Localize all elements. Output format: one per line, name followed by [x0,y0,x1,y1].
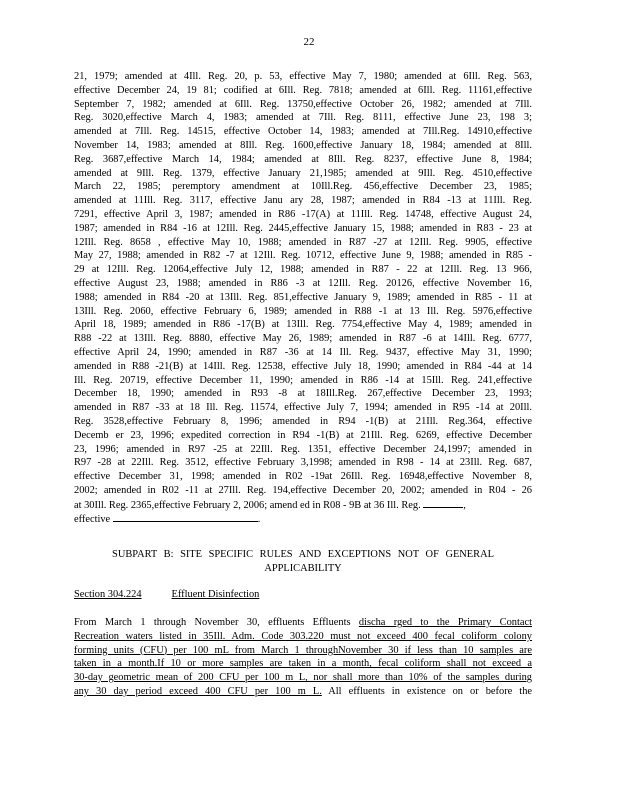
page-number: 22 [303,36,315,48]
inserted-text: 30-day geometric mean of 200 CFU per 100 m L, nor shall more than 10% of the samples during [74,672,532,684]
amendment-history [74,70,532,525]
history-line: 21, 1979; amended at 4Ill. Reg. 20, p. 53, effective May 7, 1980; amended at 6Ill. Reg. 563, [74,71,532,82]
history-line: 2002; amended in R02 -11 at 27Ill. Reg. 194,effective December 20, 2002; amended in R04 - 26 [74,484,532,496]
history-line: Reg. 3528,effective February 8, 1996; amended in R94 -1(B) at 21Ill. Reg.364, effective [74,415,532,427]
body-line [74,671,532,685]
history-line: amended at 11Ill. Reg. 3117, effective Janu ary 28, 1987; amended in R84 -13 at 11Ill. Reg. [74,195,532,207]
history-line: 13Ill. Reg. 2060, effective February 6, 1989; amended in R88 -1 at 13 Ill. Reg. 5976,effective [74,305,532,317]
history-line: 7291, effective April 3, 1987; amended in R86 -17(A) at 11Ill. Reg. 14748, effective August 24, [74,208,532,220]
effective-end: . [257,513,261,525]
history-line: amended at 7Ill. Reg. 14515, effective October 14, 1983; amended at 7Ill.Reg. 14910,effective [74,126,532,138]
body-text: From March 1 through November 30, effluents Effluents [74,617,359,628]
history-line: March 22, 1985; peremptory amendment at 10Ill.Reg. 456,effective December 23, 1985; [74,181,532,193]
history-line: April 18, 1989; amended in R86 -17(B) at 13Ill. Reg. 7754,effective May 4, 1989; amended in [74,319,532,331]
history-line: November 14, 1983; amended at 8Ill. Reg. 1600,effective January 18, 1984; amended at 8Ill. [74,139,532,151]
history-line: 23, 1996; amended in R97 -25 at 22Ill. Reg. 1351, effective December 24,1997; amended in [74,443,532,455]
history-line: R88 -22 at 13Ill. Reg. 8880, effective May 26, 1989; amended in R87 -6 at 14Ill. Reg. 6777, [74,333,532,345]
section-heading [74,588,259,602]
history-line: 29 at 12Ill. Reg. 12064,effective July 12, 1988; amended in R87 - 22 at 12Ill. Reg. 13 966, [74,264,532,276]
history-line: Reg. 3020,effective March 4, 1983; amended at 7Ill. Reg. 8111, effective June 23, 198 3; [74,112,532,124]
reg-blank [423,498,463,508]
last-line-end: , [463,499,466,511]
body-line [74,685,532,699]
history-line: effective April 24, 1990; amended in R87 -36 at 14 Ill. Reg. 9437, effective May 31, 1990; [74,346,532,358]
body-line [74,616,532,630]
effective-label: effective [74,513,111,525]
history-line: 1987; amended in R84 -16 at 12Ill. Reg. 2445,effective January 15, 1988; amended in R83 - 23 at [74,222,532,234]
body-line [74,657,532,671]
effective-line [74,512,532,526]
inserted-text: forming units (CFU) per 100 mL from March 1 throughNovember 30 if less than 10 samples are [74,644,532,656]
section-body [74,616,532,699]
history-line: effective August 23, 1988; amended in R86 -3 at 12Ill. Reg. 20126, effective November 16, [74,277,532,289]
history-line: amended in R88 -21(B) at 14Ill. Reg. 12538, effective July 18, 1990; amended in R84 -44 at 14 [74,360,532,372]
history-line: amended in R87 -33 at 18 Ill. Reg. 11574, effective July 7, 1994; amended in R95 -14 at 20Ill. [74,402,532,414]
section-number: Section 304.224 [74,589,142,600]
body-line [74,630,532,644]
history-line: Ill. Reg. 20719, effective December 11, 1990; amended in R86 -14 at 15Ill. Reg. 241,effective [74,374,532,386]
inserted-text: any 30 day period exceed 400 CFU per 100 m L. [74,685,322,697]
history-line: Reg. 3687,effective March 14, 1984; amended at 8Ill. Reg. 8237, effective June 8, 1984; [74,153,532,165]
history-line: effective December 24, 19 81; codified at 6Ill. Reg. 7818; amended at 6Ill. Reg. 11161,effective [74,84,532,96]
history-line: at 30Ill. Reg. 2365,effective February 2, 2006; amend ed in R08 - 9B at 36 Ill. Reg. , [74,499,466,511]
body-line [74,644,532,658]
history-line: September 7, 1982; amended at 6Ill. Reg. 13750,effective October 26, 1982; amended at 7Ill. [74,98,532,110]
history-line: amended at 9Ill. Reg. 1379, effective January 21,1985; amended at 9Ill. Reg. 4510,effective [74,167,532,179]
history-line: effective December 31, 1998; amended in R02 -19at 26Ill. Reg. 16948,effective November 8, [74,471,532,483]
history-line: May 27, 1988; amended in R82 -7 at 12Ill. Reg. 10712, effective June 9, 1988; amended in R85 - [74,250,532,262]
section-title: Effluent Disinfection [171,589,260,600]
history-line: December 18, 1990; amended in R93 -8 at 18Ill.Reg. 267,effective December 23, 1993; [74,388,532,400]
history-line: Decemb er 23, 1996; expedited correction in R94 -1(B) at 21Ill. Reg. 6269, effective December [74,429,532,441]
inserted-text: Recreation waters listed in 35Ill. Adm. Code 303.220 must not exceed 400 fecal coliform colony [74,630,532,642]
history-line: R97 -28 at 22Ill. Reg. 3512, effective February 3,1998; amended in R98 - 14 at 23Ill. Reg. 687, [74,457,532,469]
body-text: All effluents in existence on or before the [321,685,532,697]
history-line: 1988; amended in R84 -20 at 13Ill. Reg. 851,effective January 9, 1989; amended in R85 - 11 at [74,291,532,303]
subpart-heading: SUBPART B: SITE SPECIFIC RULES AND EXCEPTIONS NOT OF GENERAL APPLICABILITY [112,549,494,574]
history-line: 12Ill. Reg. 8658 , effective May 10, 1988; amended in R87 -27 at 12Ill. Reg. 9905, effective [74,236,532,248]
inserted-text: taken in a month.If 10 or more samples are taken in a month, fecal coliform shall not exceed a [74,658,532,670]
inserted-text: discha rged to the Primary Contact [358,617,532,628]
effective-date-blank [113,512,258,522]
